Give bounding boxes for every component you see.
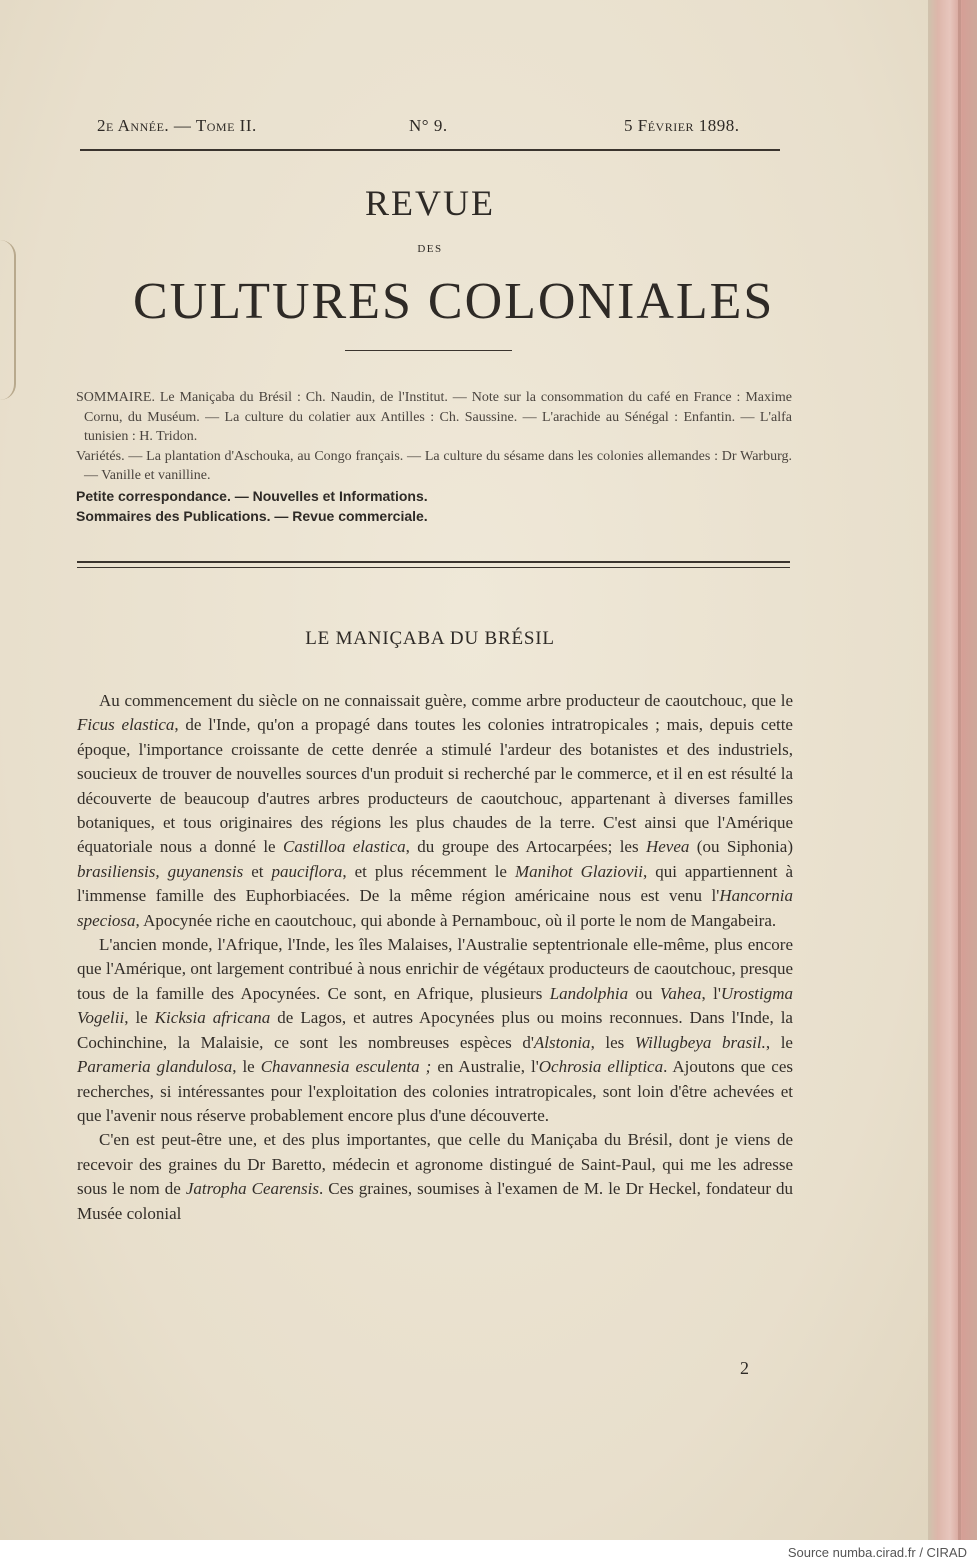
- source-credit: Source numba.cirad.fr / CIRAD: [787, 1545, 967, 1560]
- book-page-edges: [928, 0, 977, 1540]
- issue-date: 5 Février 1898.: [624, 116, 740, 135]
- article-paragraph: L'ancien monde, l'Afrique, l'Inde, les îles Malaises, l'Australie septentrionale elle-même, plus encore que l'Amérique, ont largement contribué à nous enrichir de végétaux producteurs de caoutchouc, presque tous de la famille des Apocynées. Ce sont, en Afrique, plusieurs Landolphia ou Vahea, l'Urostigma Vogelii, le Kicksia africana de Lagos, et autres Apocynées plus ou moins reconnues. Dans l'Inde, la Cochinchine, la Malaisie, ce sont les nombreuses espèces d'Alstonia, les Willugbeya brasil., le Parameria glandulosa, le Chavannesia esculenta ; en Australie, l'Ochrosia elliptica. Ajoutons que ces recherches, si intéressantes pour l'exploitation des colonies intratropicales, sont loin d'être achevées et que l'avenir nous réserve probablement encore plus d'une découverte.: [77, 935, 794, 1125]
- section-rule-thick: [77, 561, 790, 563]
- article-paragraph: Au commencement du siècle on ne connaissait guère, comme arbre producteur de caoutchouc, que le Ficus elastica, de l'Inde, qu'on a propagé dans toutes les colonies intratropicales ; mais, depuis cette époque, l'importance croissante de cette denrée a stimulé l'ardeur des botanistes et des industriels, soucieux de trouver de nouvelles sources d'un produit si recherché par le commerce, et il en est résulté la découverte de beaucoup d'autres arbres producteurs de caoutchouc, appartenant à diverses familles botaniques, et tous originaires des régions les plus chaudes de la terre. C'est ainsi que l'Amérique équatoriale nous a donné le Castilloa elastica, du groupe des Artocarpées; les Hevea (ou Siphonia) brasiliensis, guyanensis et pauciflora, et plus récemment le Manihot Glaziovii, qui appartiennent à l'immense famille des Euphorbiacées. De la même région américaine nous est venu l'Hancornia speciosa, Apocynée riche en caoutchouc, qui abonde à Pernambouc, où il porte le nom de Mangabeira.: [77, 691, 793, 930]
- title-rule: [345, 350, 512, 351]
- table-of-contents: [76, 388, 792, 526]
- journal-title-main: CULTURES COLONIALES: [133, 273, 775, 330]
- issue-year-tome: 2e Année. — Tome II.: [97, 116, 257, 135]
- page-number: 2: [740, 1358, 749, 1378]
- section-rule-thin: [77, 567, 790, 568]
- toc-sommaire: SOMMAIRE. Le Maniçaba du Brésil : Ch. Naudin, de l'Institut. — Note sur la consommation du café en France : Maxime Cornu, du Muséum. — La culture du colatier aux Antilles : Ch. Saussine. — L'arachide au Sénégal : Enfantin. — L'alfa tunisien : H. Tridon.: [76, 390, 792, 444]
- toc-publications: Sommaires des Publications. — Revue commerciale.: [76, 507, 428, 524]
- journal-title-des: DES: [417, 243, 443, 255]
- article-title: LE MANIÇABA DU BRÉSIL: [305, 628, 555, 649]
- binding-curve: [0, 240, 16, 400]
- toc-correspondance: Petite correspondance. — Nouvelles et Informations.: [76, 487, 428, 504]
- article-paragraph: C'en est peut-être une, et des plus importantes, que celle du Maniçaba du Brésil, dont je viens de recevoir des graines du Dr Baretto, médecin et agronome distingué de Saint-Paul, qui me les adresse sous le nom de Jatropha Cearensis. Ces graines, soumises à l'examen de M. le Dr Heckel, fondateur du Musée colonial: [77, 1130, 794, 1223]
- issue-number: N° 9.: [409, 116, 448, 135]
- article-body: [77, 689, 793, 1226]
- toc-varietes: Variétés. — La plantation d'Aschouka, au Congo français. — La culture du sésame dans les colonies allemandes : Dr Warburg. — Vanille et vanilline.: [76, 448, 792, 483]
- journal-title-revue: REVUE: [365, 183, 495, 223]
- header-rule: [80, 149, 780, 151]
